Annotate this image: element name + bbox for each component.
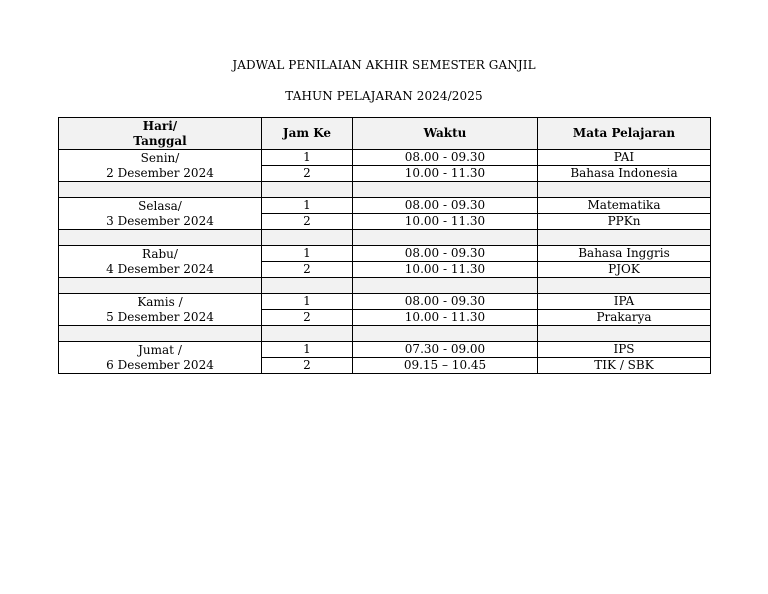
- document-title: JADWAL PENILAIAN AKHIR SEMESTER GANJIL: [232, 58, 536, 72]
- document-subtitle: TAHUN PELAJARAN 2024/2025: [285, 89, 483, 103]
- header-mapel: Mata Pelajaran: [538, 118, 711, 150]
- waktu-cell: 07.30 - 09.00: [353, 342, 538, 358]
- spacer-row: [59, 230, 711, 246]
- spacer-cell: [353, 326, 538, 342]
- waktu-cell: 10.00 - 11.30: [353, 310, 538, 326]
- waktu-cell: 10.00 - 11.30: [353, 214, 538, 230]
- jam-cell: 1: [262, 150, 353, 166]
- date-label: 3 Desember 2024: [106, 213, 214, 228]
- mapel-cell: Bahasa Inggris: [538, 246, 711, 262]
- header-row: [59, 118, 711, 150]
- jam-cell: 2: [262, 166, 353, 182]
- spacer-row: [59, 278, 711, 294]
- mapel-cell: PAI: [538, 150, 711, 166]
- spacer-cell: [59, 230, 262, 246]
- waktu-cell: 10.00 - 11.30: [353, 166, 538, 182]
- day-label: Selasa/: [138, 198, 182, 213]
- day-date-cell: [59, 246, 262, 278]
- date-label: 4 Desember 2024: [106, 261, 214, 276]
- day-date-cell: [59, 198, 262, 230]
- mapel-cell: Bahasa Indonesia: [538, 166, 711, 182]
- header-waktu: Waktu: [353, 118, 538, 150]
- spacer-cell: [538, 326, 711, 342]
- mapel-cell: Prakarya: [538, 310, 711, 326]
- spacer-cell: [262, 182, 353, 198]
- waktu-cell: 08.00 - 09.30: [353, 198, 538, 214]
- spacer-cell: [353, 182, 538, 198]
- table-row: [59, 150, 711, 166]
- waktu-cell: 10.00 - 11.30: [353, 262, 538, 278]
- table-header: [59, 118, 711, 150]
- spacer-cell: [538, 278, 711, 294]
- spacer-cell: [262, 278, 353, 294]
- spacer-cell: [262, 230, 353, 246]
- table-body: [59, 150, 711, 374]
- table-row: [59, 198, 711, 214]
- header-day-date: [59, 118, 262, 150]
- day-label: Jumat /: [138, 342, 182, 357]
- mapel-cell: TIK / SBK: [538, 358, 711, 374]
- date-label: 2 Desember 2024: [106, 165, 214, 180]
- spacer-cell: [353, 278, 538, 294]
- day-label: Kamis /: [137, 294, 183, 309]
- header-date-label: Tanggal: [133, 133, 187, 148]
- waktu-cell: 08.00 - 09.30: [353, 246, 538, 262]
- jam-cell: 1: [262, 246, 353, 262]
- day-date-cell: [59, 294, 262, 326]
- mapel-cell: IPA: [538, 294, 711, 310]
- spacer-cell: [59, 326, 262, 342]
- waktu-cell: 09.15 – 10.45: [353, 358, 538, 374]
- spacer-cell: [538, 230, 711, 246]
- date-label: 6 Desember 2024: [106, 357, 214, 372]
- date-label: 5 Desember 2024: [106, 309, 214, 324]
- schedule-table: [58, 117, 711, 374]
- table-row: [59, 246, 711, 262]
- spacer-cell: [59, 278, 262, 294]
- jam-cell: 2: [262, 358, 353, 374]
- mapel-cell: PPKn: [538, 214, 711, 230]
- jam-cell: 1: [262, 294, 353, 310]
- table-row: [59, 342, 711, 358]
- spacer-cell: [59, 182, 262, 198]
- day-label: Rabu/: [142, 246, 178, 261]
- table-row: [59, 294, 711, 310]
- spacer-row: [59, 182, 711, 198]
- spacer-cell: [538, 182, 711, 198]
- spacer-row: [59, 326, 711, 342]
- header-jam: Jam Ke: [262, 118, 353, 150]
- jam-cell: 2: [262, 262, 353, 278]
- day-date-cell: [59, 150, 262, 182]
- day-label: Senin/: [140, 150, 180, 165]
- day-date-cell: [59, 342, 262, 374]
- mapel-cell: PJOK: [538, 262, 711, 278]
- jam-cell: 2: [262, 214, 353, 230]
- jam-cell: 1: [262, 342, 353, 358]
- waktu-cell: 08.00 - 09.30: [353, 150, 538, 166]
- spacer-cell: [353, 230, 538, 246]
- mapel-cell: IPS: [538, 342, 711, 358]
- jam-cell: 1: [262, 198, 353, 214]
- mapel-cell: Matematika: [538, 198, 711, 214]
- header-day-label: Hari/: [142, 118, 178, 133]
- waktu-cell: 08.00 - 09.30: [353, 294, 538, 310]
- spacer-cell: [262, 326, 353, 342]
- jam-cell: 2: [262, 310, 353, 326]
